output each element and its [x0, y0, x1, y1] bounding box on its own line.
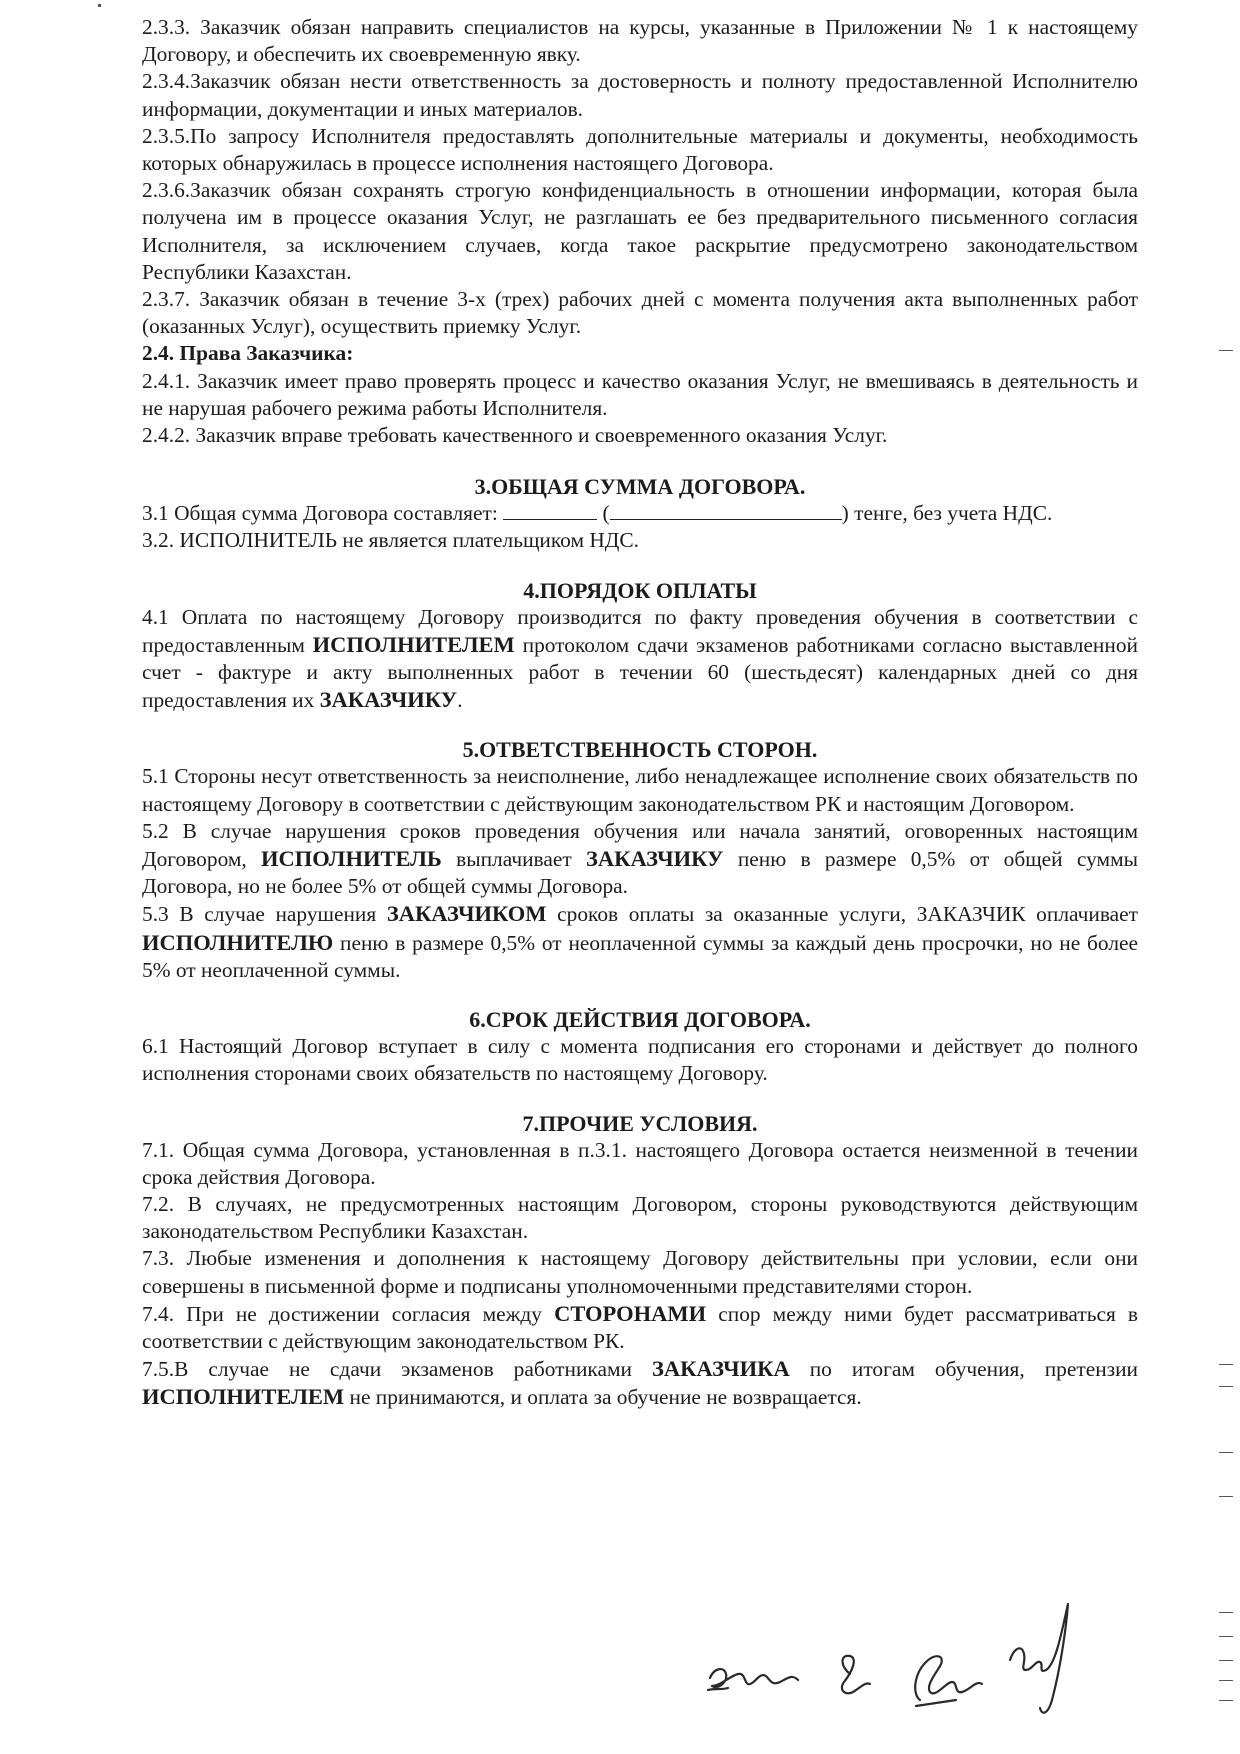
clause-7-4-part-a: 7.4. При не достижении согласия между	[142, 1301, 542, 1326]
clause-5-3-part-d: пеню в размере 0,5% от неоплаченной суммы за каждый день просрочки, но не более 5% от неоплаченной суммы.	[142, 930, 1138, 982]
clause-7-5-bold-executor: ИСПОЛНИТЕЛЕМ	[142, 1384, 345, 1410]
clause-5-2-bold-customer: ЗАКАЗЧИКУ	[586, 846, 724, 872]
subheading-2-4: 2.4. Права Заказчика:	[142, 341, 354, 366]
clause-7-2: 7.2. В случаях, не предусмотренных настоящим Договором, стороны руководствуются действующим законодательством Республики Казахстан.	[142, 1191, 1138, 1244]
clause-4-1-period: .	[457, 688, 463, 713]
margin-mark	[1219, 1452, 1233, 1453]
clause-7-4-bold-parties: СТОРОНАМИ	[554, 1300, 707, 1326]
clause-7-5	[142, 1355, 1138, 1411]
clause-5-2-part-d: пеню в размере 0,5% от общей суммы Договора, но не более 5% от общей суммы Договора.	[142, 847, 1138, 899]
clause-5-2-bold-executor: ИСПОЛНИТЕЛЬ	[261, 846, 442, 872]
clause-4-1-part-c: протоколом сдачи экзаменов работниками согласно выставленной счет - фактуре и акту выполненных работ в течении 60 (шестьдесят) календарных дней со дня предоставления их	[142, 632, 1138, 713]
margin-mark	[1219, 1636, 1233, 1637]
margin-mark	[1219, 1364, 1233, 1365]
clause-3-1-end: ) тенге, без учета НДС.	[841, 501, 1053, 526]
clause-5-3-part-c: сроков оплаты за оказанные услуги, ЗАКАЗЧИК оплачивает	[557, 902, 1138, 927]
amount-blank	[503, 501, 597, 520]
margin-mark	[1219, 1496, 1233, 1497]
clause-7-5-part-d: не принимаются, и оплата за обучение не возвращается.	[349, 1385, 862, 1410]
clause-2-4-1: 2.4.1. Заказчик имеет право проверять процесс и качество оказания Услуг, не вмешиваясь в деятельность и не нарушая рабочего режима работы Исполнителя.	[142, 368, 1138, 420]
amount-words-blank	[610, 501, 842, 520]
clause-5-2	[142, 818, 1138, 901]
section-4-title: 4.ПОРЯДОК ОПЛАТЫ	[523, 577, 757, 603]
clause-5-3	[142, 900, 1138, 984]
handwritten-initials	[680, 1590, 1120, 1720]
margin-mark	[1219, 1386, 1233, 1387]
clause-7-4-part-c: спор между ними будет рассматриваться в соответствии с действующим законодательством РК.	[142, 1301, 1138, 1353]
section-5-title: 5.ОТВЕТСТВЕННОСТЬ СТОРОН.	[462, 737, 818, 763]
clause-5-3-bold-executor: ИСПОЛНИТЕЛЮ	[142, 929, 334, 955]
clause-3-1-open-paren: (	[602, 501, 610, 526]
clause-4-1-bold-executor: ИСПОЛНИТЕЛЕМ	[312, 631, 515, 657]
clause-5-3-bold-customer: ЗАКАЗЧИКОМ	[386, 901, 547, 927]
margin-mark	[1219, 1700, 1233, 1701]
clause-5-1: 5.1 Стороны несут ответственность за неисполнение, либо ненадлежащее исполнение своих обязательств по настоящему Договору в соответствии с действующим законодательством РК и настоящим Договором.	[142, 764, 1138, 816]
clause-2-3-7: 2.3.7. Заказчик обязан в течение 3-х (трех) рабочих дней с момента получения акта выполненных работ (оказанных Услуг), осуществить приемку Услуг.	[142, 287, 1138, 339]
clause-7-5-bold-customer: ЗАКАЗЧИКА	[651, 1356, 790, 1382]
clause-7-3: 7.3. Любые изменения и дополнения к настоящему Договору действительны при условии, если они совершены в письменной форме и подписаны уполномоченными представителями сторон.	[142, 1246, 1138, 1298]
clause-2-3-5: 2.3.5.По запросу Исполнителя предоставлять дополнительные материалы и документы, необходимость которых обнаружилась в процессе исполнения настоящего Договора.	[142, 123, 1138, 176]
clause-3-1-text: 3.1 Общая сумма Договора составляет:	[142, 501, 498, 526]
clause-3-2: 3.2. ИСПОЛНИТЕЛЬ не является плательщиком НДС.	[142, 528, 639, 553]
clause-7-5-part-a: 7.5.В случае не сдачи экзаменов работниками	[142, 1357, 632, 1382]
clause-7-5-part-c: по итогам обучения, претензии	[809, 1357, 1138, 1382]
margin-mark	[1219, 1660, 1233, 1661]
document-body	[142, 14, 1138, 1412]
clause-2-3-4: 2.3.4.Заказчик обязан нести ответственность за достоверность и полноту предоставленной Исполнителю информации, документации и иных материалов.	[142, 69, 1138, 121]
section-6-title: 6.СРОК ДЕЙСТВИЯ ДОГОВОРА.	[469, 1007, 811, 1033]
clause-2-3-6: 2.3.6.Заказчик обязан сохранять строгую конфиденциальность в отношении информации, которая была получена им в процессе оказания Услуг, не разглашать ее без предварительного письменного согласия Исполнителя, за исключением случаев, когда такое раскрытие предусмотрено законодательством Республики Казахстан.	[142, 178, 1138, 284]
clause-5-2-part-c: выплачивает	[456, 847, 572, 872]
clause-3-1	[142, 500, 1138, 527]
section-3-title: 3.ОБЩАЯ СУММА ДОГОВОРА.	[474, 474, 806, 500]
clause-4-1	[142, 604, 1138, 715]
clause-7-1: 7.1. Общая сумма Договора, установленная в п.3.1. настоящего Договора остается неизменной в течении срока действия Договора.	[142, 1137, 1138, 1189]
margin-mark	[1219, 1612, 1233, 1613]
scan-mark	[98, 4, 101, 7]
clause-2-3-3: 2.3.3. Заказчик обязан направить специалистов на курсы, указанные в Приложении № 1 к настоящему Договору, и обеспечить их своевременную явку.	[142, 15, 1138, 67]
clause-6-1: 6.1 Настоящий Договор вступает в силу с момента подписания его сторонами и действует до полного исполнения сторонами своих обязательств по настоящему Договору.	[142, 1034, 1138, 1086]
clause-4-1-part-a: 4.1 Оплата по настоящему Договору производится по факту проведения обучения в соответствии с предоставленным	[142, 604, 1138, 657]
clause-4-1-bold-customer: ЗАКАЗЧИКУ	[319, 687, 458, 713]
clause-5-2-part-a: 5.2 В случае нарушения сроков проведения обучения или начала занятий, оговоренных настоящим Договором,	[142, 818, 1138, 872]
margin-mark	[1219, 350, 1233, 351]
clause-2-4-2: 2.4.2. Заказчик вправе требовать качественного и своевременного оказания Услуг.	[142, 423, 888, 448]
clause-7-4	[142, 1300, 1138, 1355]
clause-5-3-part-a: 5.3 В случае нарушения	[142, 902, 377, 927]
section-7-title: 7.ПРОЧИЕ УСЛОВИЯ.	[522, 1110, 758, 1136]
margin-mark	[1219, 1680, 1233, 1681]
